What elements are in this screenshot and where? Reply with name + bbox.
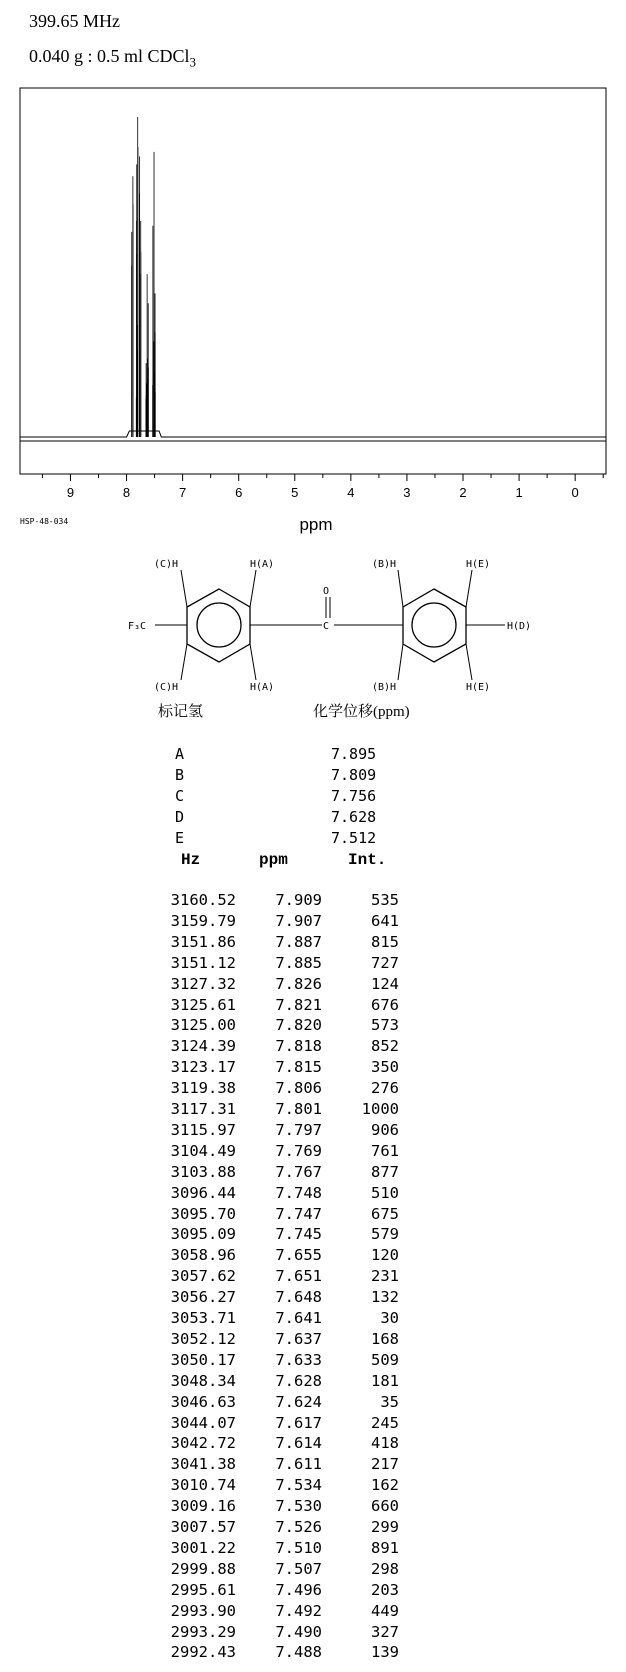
peak-int: 727: [371, 953, 399, 972]
peak-header-int: Int.: [348, 851, 387, 869]
peak-int: 906: [371, 1120, 399, 1139]
assignment-header-shift: 化学位移(ppm): [313, 704, 410, 720]
peak-row: [0, 1079, 626, 1100]
peak-hz: 3057.62: [170, 1267, 236, 1286]
peak-hz: 2993.29: [170, 1622, 236, 1641]
label-cf3: F₃C: [128, 621, 147, 632]
peak-hz: 3103.88: [170, 1162, 236, 1181]
peak-hz: 2999.88: [170, 1559, 236, 1578]
x-tick-label: 0: [571, 485, 579, 500]
label-d: H(D): [507, 621, 532, 632]
label-b-top: (B)H: [372, 559, 397, 570]
peak-row: [0, 1121, 626, 1142]
structure-diagram: [0, 0, 626, 700]
peak-row: [0, 1560, 626, 1581]
peak-ppm: 7.801: [275, 1100, 322, 1118]
peak-ppm: 7.637: [275, 1329, 322, 1348]
peak-ppm: 7.651: [275, 1267, 322, 1286]
peak-hz: 3125.00: [170, 1016, 236, 1035]
assignment-label: A: [175, 745, 185, 763]
peak-ppm: 7.806: [275, 1079, 322, 1098]
peak-row: [0, 1414, 626, 1435]
peak-ppm: 7.488: [275, 1643, 322, 1662]
peak-ppm: 7.611: [275, 1455, 322, 1474]
peak-ppm: 7.820: [275, 1016, 322, 1035]
peak-row: [0, 1602, 626, 1623]
peak-int: 815: [371, 932, 399, 951]
assignment-label: B: [175, 766, 185, 784]
peak-hz: 3104.49: [170, 1141, 236, 1160]
peak-row: [0, 891, 626, 912]
peak-hz: 3117.31: [170, 1100, 236, 1118]
peak-hz: 2995.61: [170, 1580, 236, 1599]
peak-row: [0, 1623, 626, 1644]
peak-ppm: 7.747: [275, 1204, 322, 1223]
peak-hz: 3058.96: [170, 1246, 236, 1265]
peak-int: 203: [371, 1580, 399, 1599]
peak-row: [0, 1518, 626, 1539]
peak-hz: 3044.07: [170, 1413, 236, 1432]
label-a-top: H(A): [250, 559, 275, 570]
peak-ppm: 7.617: [275, 1413, 322, 1432]
peak-ppm: 7.614: [275, 1434, 322, 1453]
peak-int: 276: [371, 1079, 399, 1098]
label-c-top: (C)H: [154, 559, 179, 570]
peak-row: [0, 1246, 626, 1267]
peak-row: [0, 1434, 626, 1455]
peak-hz: 3041.38: [170, 1455, 236, 1474]
peak-int: 761: [371, 1141, 399, 1160]
sample-subscript: 3: [189, 54, 197, 70]
peak-hz: 3151.86: [170, 932, 236, 951]
assignment-shift: 7.756: [331, 787, 377, 805]
peak-row: [0, 1267, 626, 1288]
assignment-shift: 7.628: [331, 808, 377, 826]
peak-ppm: 7.492: [275, 1601, 322, 1620]
x-tick-label: 7: [179, 485, 187, 500]
label-carbonyl-carbon: C: [323, 621, 330, 632]
peak-int: 510: [371, 1183, 399, 1202]
peak-int: 350: [371, 1058, 399, 1077]
x-tick-label: 2: [459, 485, 467, 500]
peak-hz: 3119.38: [170, 1079, 236, 1098]
bond: [466, 644, 472, 680]
peak-ppm: 7.818: [275, 1037, 322, 1056]
x-tick-label: 3: [403, 485, 411, 500]
bond: [250, 570, 256, 607]
peak-row: [0, 1372, 626, 1393]
x-tick-label: 5: [291, 485, 299, 500]
peak-row: [0, 1205, 626, 1226]
peak-int: 641: [371, 911, 399, 930]
assignment-shift: 7.895: [331, 745, 377, 763]
peak-int: 124: [371, 974, 399, 993]
peak-row: [0, 1142, 626, 1163]
peak-row: [0, 1016, 626, 1037]
assignment-row: [0, 829, 626, 850]
peak-hz: 3095.70: [170, 1204, 236, 1223]
assignment-shift: 7.512: [331, 829, 377, 847]
peak-ppm: 7.907: [275, 911, 322, 930]
peak-int: 181: [371, 1371, 399, 1390]
bond: [181, 570, 187, 607]
peak-ppm: 7.885: [275, 953, 322, 972]
x-tick-label: 8: [122, 485, 131, 500]
peak-hz: 2992.43: [170, 1643, 236, 1662]
peak-ppm: 7.507: [275, 1559, 322, 1578]
peak-int: 891: [371, 1538, 399, 1557]
x-tick-label: 9: [66, 485, 75, 500]
peak-hz: 3007.57: [170, 1518, 236, 1536]
peak-ppm: 7.534: [275, 1476, 322, 1495]
peak-row: [0, 1539, 626, 1560]
x-tick-label: 1: [515, 485, 523, 500]
peak-row: [0, 1058, 626, 1079]
bond: [398, 570, 403, 607]
peak-hz: 3050.17: [170, 1350, 236, 1369]
peak-row: [0, 1288, 626, 1309]
assignment-label: C: [175, 787, 185, 805]
peak-int: 449: [371, 1601, 399, 1620]
peak-row: [0, 975, 626, 996]
label-oxygen: O: [323, 586, 330, 597]
peak-int: 327: [371, 1622, 399, 1641]
peak-hz: 3001.22: [170, 1538, 236, 1557]
peak-header-hz: Hz: [181, 851, 201, 869]
peak-row: [0, 1455, 626, 1476]
right-ring-circle: [412, 603, 456, 647]
peak-int: 245: [371, 1413, 399, 1432]
peak-ppm: 7.909: [275, 891, 322, 909]
left-ring-circle: [197, 603, 241, 647]
peak-hz: 3042.72: [170, 1434, 236, 1453]
peak-int: 132: [371, 1288, 399, 1307]
bond: [398, 644, 403, 680]
peak-ppm: 7.821: [275, 995, 322, 1014]
assignment-label: E: [175, 829, 185, 847]
x-tick-label: 4: [347, 485, 355, 500]
peak-ppm: 7.628: [275, 1371, 322, 1390]
peak-ppm: 7.526: [275, 1518, 322, 1536]
peak-int: 535: [371, 891, 399, 909]
assignment-row: [0, 745, 626, 766]
peak-ppm: 7.655: [275, 1246, 322, 1265]
peak-row: [0, 1037, 626, 1058]
peak-int: 168: [371, 1329, 399, 1348]
peak-int: 573: [371, 1016, 399, 1035]
peak-row: [0, 1225, 626, 1246]
peak-row: [0, 996, 626, 1017]
peak-row: [0, 1497, 626, 1518]
peak-hz: 2993.90: [170, 1601, 236, 1620]
peak-int: 231: [371, 1267, 399, 1286]
peak-int: 877: [371, 1162, 399, 1181]
peak-ppm: 7.826: [275, 974, 322, 993]
peak-header-ppm: ppm: [259, 851, 288, 869]
peak-hz: 3115.97: [170, 1120, 236, 1139]
label-b-bottom: (B)H: [372, 682, 397, 693]
peak-hz: 3159.79: [170, 911, 236, 930]
peak-row: [0, 1309, 626, 1330]
spectrum-code: HSP-48-034: [20, 517, 69, 526]
peak-ppm: 7.797: [275, 1120, 322, 1139]
peak-hz: 3124.39: [170, 1037, 236, 1056]
peak-row: [0, 933, 626, 954]
peak-int: 299: [371, 1518, 399, 1536]
assignment-row: [0, 808, 626, 829]
peak-int: 418: [371, 1434, 399, 1453]
peak-row: [0, 1100, 626, 1121]
label-e-top: H(E): [466, 559, 491, 570]
peak-ppm: 7.745: [275, 1225, 322, 1244]
spectrometer-frequency: 399.65 MHz: [29, 11, 120, 31]
peak-int: 217: [371, 1455, 399, 1474]
peak-int: 30: [380, 1309, 399, 1327]
peak-hz: 3127.32: [170, 974, 236, 993]
sample-text: 0.040 g : 0.5 ml CDCl: [29, 46, 190, 66]
peak-int: 298: [371, 1559, 399, 1578]
peak-int: 162: [371, 1476, 399, 1495]
peak-hz: 3096.44: [170, 1183, 236, 1202]
peak-hz: 3151.12: [170, 953, 236, 972]
peak-ppm: 7.887: [275, 932, 322, 951]
peak-ppm: 7.510: [275, 1538, 322, 1557]
peak-hz: 3123.17: [170, 1058, 236, 1077]
bond: [181, 644, 187, 680]
peak-row: [0, 1643, 626, 1664]
peak-ppm: 7.641: [275, 1309, 322, 1327]
peak-row: [0, 954, 626, 975]
peak-hz: 3056.27: [170, 1288, 236, 1307]
bond: [250, 644, 256, 680]
assignment-row: [0, 787, 626, 808]
assignment-header-label: 标记氢: [158, 704, 204, 720]
peak-int: 1000: [361, 1100, 399, 1118]
peak-ppm: 7.490: [275, 1622, 322, 1641]
peak-ppm: 7.767: [275, 1162, 322, 1181]
peak-hz: 3048.34: [170, 1371, 236, 1390]
label-a-bottom: H(A): [250, 682, 275, 693]
peak-row: [0, 1184, 626, 1205]
peak-int: 509: [371, 1350, 399, 1369]
assignment-row: [0, 766, 626, 787]
assignment-label: D: [175, 808, 185, 826]
peak-hz: 3046.63: [170, 1392, 236, 1411]
peak-hz: 3010.74: [170, 1476, 236, 1495]
bond: [466, 570, 472, 607]
label-c-bottom: (C)H: [154, 682, 179, 693]
peak-int: 660: [371, 1497, 399, 1516]
peak-row: [0, 1330, 626, 1351]
peak-ppm: 7.815: [275, 1058, 322, 1077]
peak-ppm: 7.624: [275, 1392, 322, 1411]
peak-int: 120: [371, 1246, 399, 1265]
peak-ppm: 7.748: [275, 1183, 322, 1202]
peak-row: [0, 1163, 626, 1184]
peak-row: [0, 1393, 626, 1414]
peak-hz: 3095.09: [170, 1225, 236, 1244]
peak-int: 852: [371, 1037, 399, 1056]
peak-row: [0, 1476, 626, 1497]
peak-ppm: 7.769: [275, 1141, 322, 1160]
x-axis-label: ppm: [299, 515, 333, 534]
peak-hz: 3160.52: [170, 891, 236, 909]
peak-int: 676: [371, 995, 399, 1014]
peak-ppm: 7.496: [275, 1580, 322, 1599]
peak-row: [0, 912, 626, 933]
peak-ppm: 7.530: [275, 1497, 322, 1516]
peak-hz: 3009.16: [170, 1497, 236, 1516]
peak-int: 675: [371, 1204, 399, 1223]
peak-row: [0, 1351, 626, 1372]
peak-int: 579: [371, 1225, 399, 1244]
peak-hz: 3125.61: [170, 995, 236, 1014]
peak-row: [0, 1581, 626, 1602]
label-e-bottom: H(E): [466, 682, 491, 693]
assignment-shift: 7.809: [331, 766, 377, 784]
peak-int: 139: [371, 1643, 399, 1662]
peak-ppm: 7.648: [275, 1288, 322, 1307]
peak-hz: 3053.71: [170, 1309, 236, 1327]
peak-int: 35: [380, 1392, 399, 1411]
peak-ppm: 7.633: [275, 1350, 322, 1369]
x-tick-label: 6: [235, 485, 243, 500]
peak-hz: 3052.12: [170, 1329, 236, 1348]
